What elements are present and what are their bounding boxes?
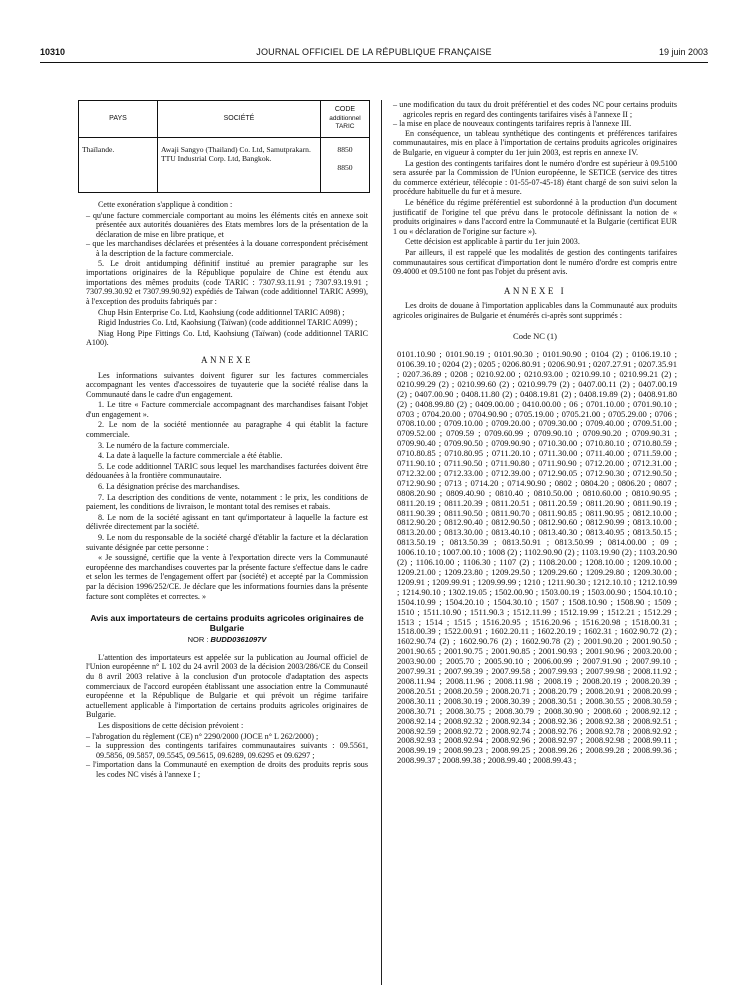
codes-heading: Code NC (1): [513, 331, 557, 342]
paragraph: 3. Le numéro de la facture commerciale.: [98, 440, 230, 450]
header-code-line1: CODE: [334, 106, 356, 114]
paragraph: 7. La description des conditions de vente, notamment : le prix, les conditions de paiement, les conditions de livraison, le montant total des remises et rabais.: [86, 492, 368, 512]
cell-codes: [321, 138, 370, 193]
nor-label: NOR :: [187, 635, 211, 645]
dash-item: – que les marchandises déclarées et présentées à la douane correspondent précisément à la description de la facture commerciale.: [86, 239, 368, 258]
paragraph: 2. Le nom de la société mentionnée au paragraphe 4 qui établit la facture commerciale.: [86, 420, 368, 440]
paragraph: 1. Le titre « Facture commerciale accompagnant des marchandises faisant l'objet d'un engagement ».: [86, 400, 368, 419]
header-rule: [40, 62, 708, 63]
notice-title: Avis aux importateurs de certains produits agricoles originaires de Bulgarie: [90, 613, 364, 634]
left-column: [82, 100, 368, 779]
paragraph: Rigid Industries Co. Ltd, Kaohsiung (Taïwan) (code additionnel TARIC A099) ;: [98, 318, 358, 328]
paragraph: 4. La date à laquelle la facture commerciale a été établie.: [98, 451, 283, 461]
firm-name: Awaji Sangyo (Thailand) Co. Ltd, Samutprakarn.: [161, 145, 311, 154]
nor-reference: [86, 635, 368, 645]
paragraph: Les informations suivantes doivent figurer sur les factures commerciales accompagnant les ventes d'accessoires de tuyauterie que la société réalise dans la Communauté dans le cadre d'un engagement.: [86, 370, 368, 399]
paragraph: 5. Le code additionnel TARIC sous lequel les marchandises facturées doivent être dédouanées à la frontière communautaire.: [86, 461, 368, 481]
cell-firms: [158, 138, 321, 193]
column-separator: [381, 100, 382, 985]
taric-code: 8850: [337, 145, 353, 154]
paragraph: En conséquence, un tableau synthétique des contingents et préférences tarifaires communautaires, mis en place à l'importation de certains produits agricoles originaires de Bulgarie, en vigueur à compter du 1er juin 2003, est repris en annexe IV.: [393, 128, 677, 157]
paragraph: Par ailleurs, il est rappelé que les modalités de gestion des contingents tarifaires communautaires sous certificat d'importation dont le numéro d'ordre est compris entre 09.4000 et 09.5100 ne font pas l'objet du présent avis.: [393, 247, 677, 277]
firm-name: TTU Industrial Corp. Ltd, Bangkok.: [161, 153, 272, 163]
annexe-i-heading: ANNEXE I: [503, 285, 567, 296]
page-number: 10310: [40, 47, 66, 57]
dash-item: – la mise en place de nouveaux contingents tarifaires repris à l'annexe III.: [393, 119, 632, 129]
header-code-line2: additionnel: [329, 114, 361, 122]
header-societe: SOCIÉTÉ: [158, 101, 321, 138]
paragraph: Niag Hong Pipe Fittings Co. Ltd, Kaohsiung (Taïwan) (code additionnel TARIC A100).: [86, 328, 368, 348]
paragraph: 9. Le nom du responsable de la société chargé d'établir la facture et la déclaration suivante désignée par cette personne :: [86, 533, 368, 552]
page-header: [40, 47, 708, 61]
paragraph: « Je soussigné, certifie que la vente à l'exportation directe vers la Communauté européenne des marchandises couvertes par la présente facture s'effectue dans le cadre et selon les termes de l'engagement offert par (société) et accepté par la Commission par la décision 1996/252/CE. Je déclare que les informations fournies dans la présente facture sont complètes et correctes. »: [86, 553, 368, 601]
paragraph: Les dispositions de cette décision prévoient :: [98, 720, 244, 730]
header-pays: PAYS: [79, 101, 158, 138]
paragraph: La gestion des contingents tarifaires dont le numéro d'ordre est supérieur à 09.5100 sera assurée par la Commission de l'Union européenne, le SETICE (service des titres du commerce extérieur, télécopie : 01-55-07-45-18) étant chargé de son suivi selon la procédure habituelle du fur et à mesure.: [393, 158, 677, 197]
paragraph: Cette exonération s'applique à condition :: [98, 200, 233, 209]
header-code-taric: [321, 101, 370, 138]
paragraph: 6. La désignation précise des marchandises.: [98, 482, 240, 492]
paragraph: L'attention des importateurs est appelée sur la publication au Journal officiel de l'Union européenne n° L 102 du 24 avril 2003 de la décision 2003/286/CE du Conseil du 8 avril 2003 relative à la conclusion d'un protocole d'adaptation des aspects commerciaux de l'accord européen établissant une association entre la Communauté européenne et la République de Bulgarie et qui prévoit un régime tarifaire actuellement applicable à l'importation de certains produits agricoles originaires de Bulgarie.: [86, 652, 368, 720]
dash-item: – qu'une facture commerciale comportant au moins les éléments cités en annexe soit présentée aux autorités douanières des Etats membres lors de la présentation de la déclaration de mise en libre pratique, et: [86, 210, 368, 239]
issue-date: 19 juin 2003: [658, 47, 708, 57]
table-row: [79, 138, 370, 193]
header-code-line3: TARIC: [335, 123, 355, 131]
taric-code: 8850: [337, 162, 353, 172]
dash-item: – l'abrogation du règlement (CE) n° 2290/2000 (JOCE n° L 262/2000) ;: [86, 731, 319, 741]
nc-codes-list: 0101.10.90 ; 0101.90.19 ; 0101.90.30 ; 0101.90.90 ; 0104 (2) ; 0106.19.10 ; 0106.39.10 ; 0204 (2) ; 0205 ; 0206.80.91 ; 0206.90.91 ; 0207.27.91 ; 0207.35.91 ; 0207.36.89 ; 0208 ; 0210.92.00 ; 0210.93.00 ; 0210.99.10 ; 0210.99.21 (2) ; 0210.99.29 (2) ; 0210.99.60 (2) ; 0210.99.79 (2) ; 0407.00.11 (2) ; 0407.00.19 (2) ; 0407.00.90 ; 0408.11.80 (2) ; 0408.19.81 (2) ; 0408.19.89 (2) ; 0408.91.80 (2) ; 0408.99.80 (2) ; 0409.00.00 ; 0410.00.00 ; 06 ; 0701.10.00 ; 0701.90.10 ; 0703 ; 0704.20.00 ; 0704.90.90 ; 0705.19.00 ; 0705.21.00 ; 0705.29.00 ; 0706 ; 0708.10.00 ; 0709.10.00 ; 0709.20.00 ; 0709.30.00 ; 0709.40.00 ; 0709.51.00 ; 0709.52.00 ; 0709.59 ; 0709.60.99 ; 0709.90.10 ; 0709.90.20 ; 0709.90.31 ; 0709.90.40 ; 0709.90.50 ; 0709.90.90 ; 0710.30.00 ; 0710.80.10 ; 0710.80.59 ; 0710.80.85 ; 0710.80.95 ; 0711.20.10 ; 0711.30.00 ; 0711.40.00 ; 0711.59.00 ; 0711.90.10 ; 0711.90.50 ; 0711.90.80 ; 0711.90.90 ; 0712.20.00 ; 0712.31.00 ; 0712.32.00 ; 0712.33.00 ; 0712.39.00 ; 0712.90.05 ; 0712.90.30 ; 0712.90.50 ; 0712.90.90 ; 0713 ; 0714.20 ; 0714.90.90 ; 0802 ; 0804.20 ; 0806.20 ; 0807 ; 0808.20.90 ; 0809.40.90 ; 0810.40 ; 0810.50.00 ; 0810.60.00 ; 0810.90.95 ; 0811.20.19 ; 0811.20.39 ; 0811.20.51 ; 0811.20.59 ; 0811.20.90 ; 0811.90.19 ; 0811.90.39 ; 0811.90.50 ; 0811.90.70 ; 0811.90.85 ; 0811.90.95 ; 0812.10.00 ; 0812.90.20 ; 0812.90.40 ; 0812.90.50 ; 0812.90.60 ; 0812.90.99 ; 0813.10.00 ; 0813.20.00 ; 0813.30.00 ; 0813.40.10 ; 0813.40.30 ; 0813.40.95 ; 0813.50.15 ; 0813.50.19 ; 0813.50.39 ; 0813.50.91 ; 0813.50.99 ; 0814.00.00 ; 09 ; 1006.10.10 ; 1007.00.10 ; 1008 (2) ; 1102.90.90 (2) ; 1103.19.90 (2) ; 1103.20.90 (2) ; 1106.10.00 ; 1106.30 ; 1107 (2) ; 1108.20.00 ; 1208.10.00 ; 1209.10.00 ; 1209.21.00 ; 1209.23.80 ; 1209.29.50 ; 1209.29.60 ; 1209.29.80 ; 1209.30.00 ; 1209.91 ; 1209.99.91 ; 1209.99.99 ; 1210 ; 1211.90.30 ; 1212.10.10 ; 1212.10.99 ; 1214.90.10 ; 1302.19.05 ; 1502.00.90 ; 1503.00.19 ; 1503.00.90 ; 1504.10.10 ; 1504.10.99 ; 1504.20.10 ; 1504.30.10 ; 1507 ; 1508.10.90 ; 1508.90 ; 1509 ; 1510 ; 1511.10.90 ; 1511.90.3 ; 1512.11.99 ; 1512.19.99 ; 1512.21 ; 1512.29 ; 1513 ; 1514 ; 1515 ; 1516.20.95 ; 1516.20.96 ; 1516.20.98 ; 1518.00.31 ; 1518.00.39 ; 1522.00.91 ; 1602.20.11 ; 1602.20.19 ; 1602.31 ; 1602.90.72 (2) ; 1602.90.74 (2) ; 1602.90.76 (2) ; 1602.90.78 (2) ; 2001.90.20 ; 2001.90.50 ; 2001.90.65 ; 2001.90.75 ; 2001.90.85 ; 2001.90.93 ; 2001.90.96 ; 2003.20.00 ; 2003.90.00 ; 2005.70 ; 2005.90.10 ; 2006.00.99 ; 2007.91.90 ; 2007.99.10 ; 2007.99.31 ; 2007.99.39 ; 2007.99.58 ; 2007.99.93 ; 2007.99.98 ; 2008.11.92 ; 2008.11.94 ; 2008.11.96 ; 2008.11.98 ; 2008.19 ; 2008.20.19 ; 2008.20.39 ; 2008.20.51 ; 2008.20.59 ; 2008.20.71 ; 2008.20.79 ; 2008.20.91 ; 2008.20.99 ; 2008.30.11 ; 2008.30.19 ; 2008.30.39 ; 2008.30.51 ; 2008.30.55 ; 2008.30.59 ; 2008.30.71 ; 2008.30.75 ; 2008.30.79 ; 2008.30.90 ; 2008.60 ; 2008.92.12 ; 2008.92.14 ; 2008.92.32 ; 2008.92.34 ; 2008.92.36 ; 2008.92.38 ; 2008.92.51 ; 2008.92.59 ; 2008.92.72 ; 2008.92.74 ; 2008.92.76 ; 2008.92.78 ; 2008.92.92 ; 2008.92.93 ; 2008.92.94 ; 2008.92.96 ; 2008.92.97 ; 2008.92.98 ; 2008.99.11 ; 2008.99.19 ; 2008.99.23 ; 2008.99.25 ; 2008.99.26 ; 2008.99.28 ; 2008.99.36 ; 2008.99.37 ; 2008.99.38 ; 2008.99.40 ; 2008.99.43 ;: [397, 349, 678, 766]
paragraph: Les droits de douane à l'importation applicables dans la Communauté aux produits agricoles originaires de Bulgarie et énumérés ci-après sont supprimés :: [393, 301, 677, 320]
paragraph: 8. Le nom de la société agissant en tant qu'importateur à laquelle la facture est délivrée directement par la société.: [86, 512, 368, 532]
dash-item: – l'importation dans la Communauté en exemption de droits des produits repris sous les codes NC visés à l'annexe I ;: [86, 760, 368, 779]
right-column: [393, 100, 677, 766]
paragraph: Le bénéfice du régime préférentiel est subordonné à la production d'un document justificatif de l'origine tel que prévu dans le protocole définissant la notion de « produits originaires » dans l'accord entre la Communauté et la Bulgarie (certificat EUR 1 ou « déclaration de l'origine sur facture »).: [393, 197, 677, 236]
dash-item: – la suppression des contingents tarifaires communautaires suivants : 09.5561, 09.5856, 09.5857, 09.5545, 09.5615, 09.6289, 09.6295 et 09.6297 ;: [86, 741, 368, 760]
nor-code: BUDD0361097V: [210, 635, 267, 645]
paragraph: Cette décision est applicable à partir du 1er juin 2003.: [405, 237, 580, 247]
annexe-heading: ANNEXE: [201, 354, 253, 365]
paragraph: Chup Hsin Enterprise Co. Ltd, Kaohsiung (code additionnel TARIC A098) ;: [98, 307, 345, 317]
dash-item: – une modification du taux du droit préférentiel et des codes NC pour certains produits agricoles repris en regard des contingents tarifaires visés à l'annexe II ;: [393, 100, 677, 119]
cell-pays: Thaïlande.: [79, 138, 158, 193]
journal-title: JOURNAL OFFICIEL DE LA RÉPUBLIQUE FRANÇAISE: [256, 47, 492, 57]
exempt-companies-table: [78, 100, 370, 193]
paragraph: 5. Le droit antidumping définitif institué au premier paragraphe sur les importations originaires de la République populaire de Chine est étendu aux importations des mêmes produits (code TARIC : 7307.93.11.91 ; 7307.93.19.91 ; 7307.99.30.92 et 7307.99.90.92) expédiés de Taïwan (code additionnel TARIC A999), à l'exception des produits fabriqués par :: [86, 258, 368, 306]
